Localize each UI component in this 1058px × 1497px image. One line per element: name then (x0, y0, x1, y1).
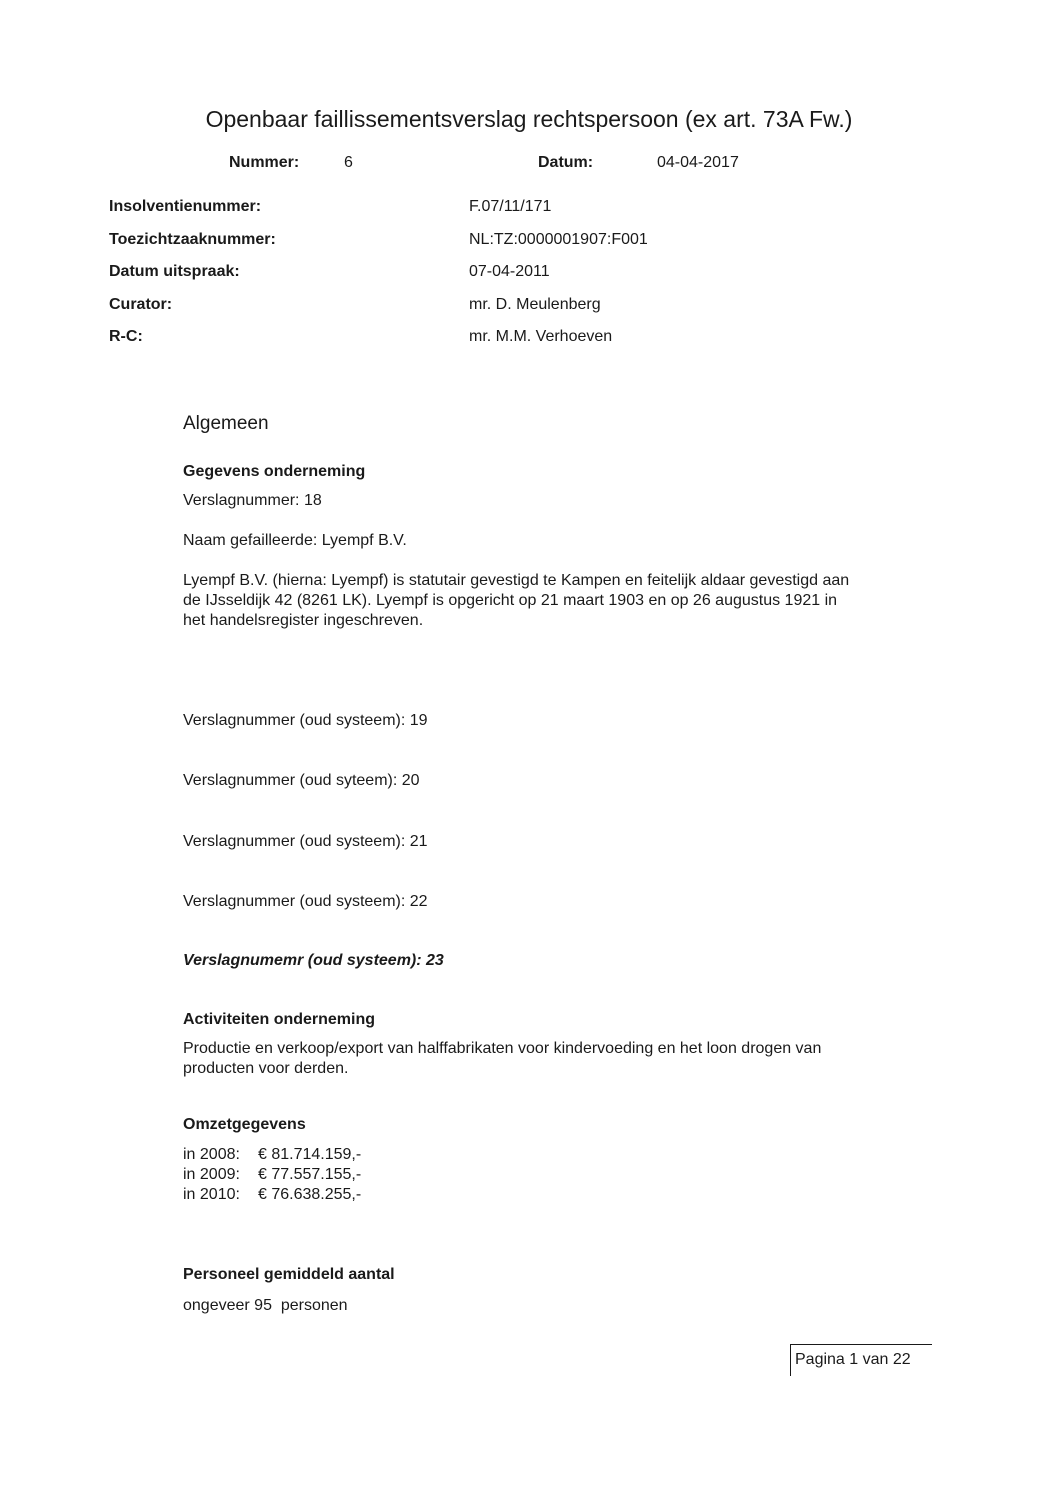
omzet-year: in 2010: (183, 1186, 240, 1203)
rc-value: mr. M.M. Verhoeven (469, 328, 613, 345)
activiteiten-heading: Activiteiten onderneming (183, 1011, 376, 1028)
page-number-box (790, 1344, 932, 1376)
curator-value: mr. D. Meulenberg (469, 296, 601, 313)
section-title: Algemeen (183, 413, 269, 434)
nummer-label: Nummer: (229, 154, 300, 171)
datum-value: 04-04-2017 (657, 154, 739, 171)
description-line: Lyempf B.V. (hierna: Lyempf) is statutair gevestigd te Kampen en feitelijk aldaar gevestigd aan (183, 572, 850, 589)
omzet-year: in 2009: (183, 1166, 240, 1183)
omzet-heading: Omzetgegevens (183, 1116, 306, 1133)
old-report-number: Verslagnummer (oud syteem): 20 (183, 772, 420, 789)
activiteiten-text (183, 1039, 953, 1079)
rc-label: R-C: (109, 328, 143, 345)
description-line: de IJsseldijk 42 (8261 LK). Lyempf is opgericht op 21 maart 1903 en op 26 augustus 1921 in (183, 592, 838, 609)
omzet-amount: € 77.557.155,- (258, 1166, 362, 1183)
old-report-number: Verslagnummer (oud systeem): 21 (183, 833, 428, 850)
toezichtzaaknummer-value: NL:TZ:0000001907:F001 (469, 231, 648, 248)
description-line: het handelsregister ingeschreven. (183, 612, 424, 629)
activiteiten-line: producten voor derden. (183, 1060, 349, 1077)
datum-uitspraak-label: Datum uitspraak: (109, 263, 240, 280)
old-report-number: Verslagnummer (oud systeem): 19 (183, 712, 428, 729)
omzet-amount: € 76.638.255,- (258, 1186, 362, 1203)
naam-gefailleerde: Naam gefailleerde: Lyempf B.V. (183, 532, 407, 549)
insolventienummer-value: F.07/11/171 (469, 198, 552, 215)
toezichtzaaknummer-label: Toezichtzaaknummer: (109, 231, 276, 248)
nummer-value: 6 (344, 154, 353, 171)
datum-uitspraak-value: 07-04-2011 (469, 263, 550, 280)
verslagnummer: Verslagnummer: 18 (183, 492, 322, 509)
personeel-heading: Personeel gemiddeld aantal (183, 1266, 395, 1283)
old-report-number-emphasis: Verslagnumemr (oud systeem): 23 (183, 952, 444, 969)
page-title: Openbaar faillissementsverslag rechtspersoon (ex art. 73A Fw.) (205, 106, 853, 132)
old-report-number: Verslagnummer (oud systeem): 22 (183, 893, 428, 910)
omzet-year: in 2008: (183, 1146, 240, 1163)
insolventienummer-label: Insolventienummer: (109, 198, 262, 215)
personeel-value: ongeveer 95 personen (183, 1297, 348, 1314)
activiteiten-line: Productie en verkoop/export van halffabrikaten voor kindervoeding en het loon drogen van (183, 1040, 822, 1057)
company-description (183, 571, 953, 631)
page-number: Pagina 1 van 22 (795, 1351, 911, 1368)
omzet-amount: € 81.714.159,- (258, 1146, 362, 1163)
datum-label: Datum: (538, 154, 594, 171)
curator-label: Curator: (109, 296, 173, 313)
gegevens-heading: Gegevens onderneming (183, 463, 366, 480)
